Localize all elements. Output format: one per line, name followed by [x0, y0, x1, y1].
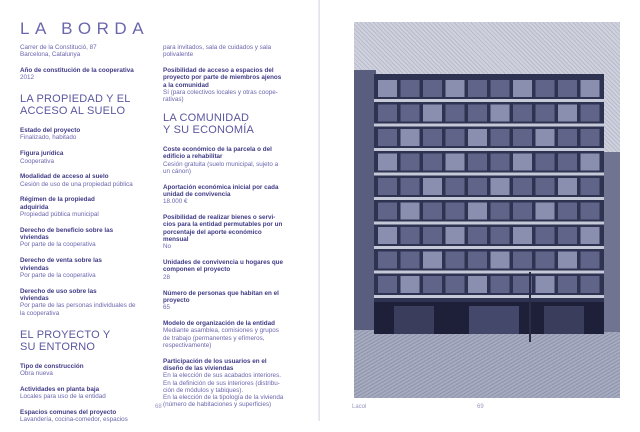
- item-value: de trabajo (permanentes y efímeros,: [163, 334, 265, 342]
- facade-window: [446, 276, 465, 293]
- item-value: 18.000 €: [163, 198, 188, 206]
- middle-column: [163, 44, 298, 417]
- item-value: 28: [163, 273, 171, 281]
- item-label: Figura jurídica: [20, 150, 64, 158]
- info-item: [163, 214, 298, 250]
- item-label: mensual: [163, 236, 189, 244]
- facade-window: [446, 105, 465, 122]
- item-value: En la elección de sus acabados interiores.: [163, 372, 281, 380]
- info-item: [20, 150, 160, 165]
- section-heading-line: SU ENTORNO: [20, 340, 96, 353]
- facade-window: [491, 105, 510, 122]
- facade-window: [558, 276, 577, 293]
- facade-window: [423, 105, 442, 122]
- facade-window: [581, 276, 600, 293]
- facade-window: [378, 129, 397, 146]
- facade-window: [491, 252, 510, 269]
- item-value: rativas): [163, 96, 184, 104]
- facade-window: [581, 105, 600, 122]
- item-label: Espacios comunes del proyecto: [20, 409, 117, 417]
- facade-window: [401, 227, 420, 244]
- facade-window: [378, 178, 397, 195]
- item-label: Número de personas que habitan en el: [163, 289, 279, 297]
- item-value: No: [163, 243, 172, 251]
- facade-window: [513, 203, 532, 220]
- facade-window: [378, 154, 397, 171]
- info-item: [20, 386, 160, 401]
- facade-window: [536, 252, 555, 269]
- facade-window: [536, 178, 555, 195]
- item-label: componen el proyecto: [163, 266, 231, 274]
- info-item: [163, 146, 298, 175]
- facade-slab: [374, 271, 604, 274]
- facade-window: [423, 154, 442, 171]
- item-label: unidad de convivencia: [163, 191, 231, 199]
- section-heading: [163, 112, 298, 136]
- item-label: adquirida: [20, 203, 49, 211]
- photo-facade: [374, 74, 604, 334]
- facade-window: [423, 80, 442, 97]
- item-label: Aportación económica inicial por cada: [163, 183, 279, 191]
- facade-window: [423, 227, 442, 244]
- facade-window: [378, 105, 397, 122]
- item-label: viviendas: [20, 234, 49, 242]
- item-value: 65: [163, 304, 171, 312]
- info-item: [20, 196, 160, 218]
- left-column: [20, 44, 160, 432]
- facade-window: [468, 276, 487, 293]
- facade-window: [401, 203, 420, 220]
- info-item: [20, 257, 160, 279]
- address-line: Carrer de la Constitució, 87: [20, 44, 97, 51]
- facade-window: [536, 80, 555, 97]
- item-value: Propiedad pública municipal: [20, 211, 99, 219]
- facade-window: [558, 129, 577, 146]
- info-item: [20, 127, 160, 142]
- address: [20, 44, 160, 59]
- facade-window: [401, 129, 420, 146]
- item-value: Por parte de las personas individuales de: [20, 302, 136, 310]
- facade-window: [536, 129, 555, 146]
- item-label: Estado del proyecto: [20, 127, 81, 135]
- facade-window: [468, 105, 487, 122]
- item-value: Cesión gratuita (suelo municipal, sujeto a: [163, 160, 279, 168]
- facade-window: [491, 276, 510, 293]
- section-heading: [20, 93, 160, 117]
- facade-window: [536, 105, 555, 122]
- item-label: Derecho de beneficio sobre las: [20, 226, 114, 234]
- facade-window: [423, 203, 442, 220]
- facade-window: [378, 252, 397, 269]
- facade-slab: [374, 222, 604, 225]
- facade-window: [446, 227, 465, 244]
- item-label: diseño de las viviendas: [163, 364, 234, 372]
- facade-window: [468, 129, 487, 146]
- facade-window: [401, 154, 420, 171]
- facade-window: [423, 252, 442, 269]
- item-label: Modalidad de acceso al suelo: [20, 173, 109, 181]
- photo-neighbor-building: [354, 70, 376, 330]
- facade-window: [558, 252, 577, 269]
- facade-window: [513, 227, 532, 244]
- item-label: Derecho de venta sobre las: [20, 257, 102, 265]
- building-photo: [354, 22, 620, 398]
- section: [20, 329, 160, 424]
- item-label: Coste económico de la parcela o del: [163, 146, 272, 154]
- facade-slab: [374, 295, 604, 298]
- item-value: Por parte de la cooperativa: [20, 241, 96, 249]
- founding-item: [20, 67, 160, 82]
- facade-window: [423, 276, 442, 293]
- facade-window: [423, 178, 442, 195]
- facade-window: [581, 129, 600, 146]
- facade-window: [581, 80, 600, 97]
- facade-window: [581, 203, 600, 220]
- facade-slab: [374, 124, 604, 127]
- facade-window: [581, 227, 600, 244]
- item-label: a la comunidad: [163, 81, 209, 89]
- section-heading-line: LA COMUNIDAD: [163, 112, 250, 125]
- facade-window: [558, 154, 577, 171]
- item-label: proyecto: [163, 296, 190, 304]
- item-value: respectivamente): [163, 341, 212, 349]
- facade-window: [513, 252, 532, 269]
- section-heading-line: Y SU ECONOMÍA: [163, 124, 255, 137]
- facade-window: [378, 276, 397, 293]
- page-number: 69: [477, 404, 484, 410]
- item-value: En la definición de sus interiores (distribu-: [163, 379, 280, 387]
- facade-window: [446, 178, 465, 195]
- footer-label: Lacol: [352, 404, 367, 410]
- item-value: En la elección de la tipología de la vivienda: [163, 394, 284, 402]
- info-item: [163, 259, 298, 281]
- item-label: Posibilidad de realizar bienes o servi-: [163, 214, 276, 222]
- info-item: [163, 67, 298, 103]
- item-label: Participación de los usuarios en el: [163, 357, 267, 365]
- facade-slab: [374, 246, 604, 249]
- item-label: edificio a rehabilitar: [163, 153, 223, 161]
- address-line: Barcelona, Catalunya: [20, 51, 81, 59]
- info-item: [20, 173, 160, 188]
- info-item: [20, 288, 160, 317]
- facade-window: [446, 252, 465, 269]
- facade-window: [491, 129, 510, 146]
- facade-slab: [374, 197, 604, 200]
- info-item: [163, 320, 298, 349]
- facade-window: [513, 105, 532, 122]
- facade-window: [558, 105, 577, 122]
- item-label: Modelo de organización de la entidad: [163, 319, 275, 327]
- section-heading-line: LA PROPIEDAD Y EL: [20, 93, 131, 106]
- item-label: Régimen de la propiedad: [20, 196, 95, 204]
- continuation-text: [163, 44, 298, 59]
- photo-street-lamp: [529, 272, 531, 342]
- section-heading-line: EL PROYECTO Y: [20, 328, 111, 341]
- info-item: [163, 290, 298, 312]
- facade-window: [581, 154, 600, 171]
- facade-window: [468, 154, 487, 171]
- page-title: LA BORDA: [20, 19, 150, 38]
- facade-window: [491, 203, 510, 220]
- info-item: [20, 409, 160, 424]
- facade-window: [536, 203, 555, 220]
- item-label: Tipo de construcción: [20, 362, 84, 370]
- facade-window: [536, 276, 555, 293]
- facade-window: [446, 203, 465, 220]
- item-label: Año de constitución de la cooperativa: [20, 66, 134, 74]
- facade-window: [536, 227, 555, 244]
- facade-window: [491, 178, 510, 195]
- item-value: Sí (para colectivos locales y otras coope-: [163, 88, 278, 96]
- section: [163, 112, 298, 409]
- facade-window: [513, 129, 532, 146]
- facade-window: [401, 178, 420, 195]
- facade-window: [558, 203, 577, 220]
- facade-window: [536, 154, 555, 171]
- facade-window: [468, 178, 487, 195]
- facade-window: [468, 252, 487, 269]
- facade-window: [401, 252, 420, 269]
- item-label: viviendas: [20, 294, 49, 302]
- item-value: polivalente: [163, 51, 194, 59]
- facade-slab: [374, 99, 604, 102]
- item-value: 2012: [20, 73, 35, 81]
- facade-slab: [374, 148, 604, 151]
- item-value: para invitados, sala de cuidados y sala: [163, 44, 272, 51]
- facade-window: [378, 203, 397, 220]
- info-item: [20, 363, 160, 378]
- item-value: Cesión de uso de una propiedad pública: [20, 180, 133, 188]
- facade-window: [491, 227, 510, 244]
- item-label: viviendas: [20, 264, 49, 272]
- info-item: [163, 184, 298, 206]
- item-value: la cooperativa: [20, 309, 60, 317]
- section-heading-line: ACCESO AL SUELO: [20, 105, 126, 118]
- facade-window: [558, 178, 577, 195]
- facade-window: [558, 227, 577, 244]
- item-value: Lavandería, cocina-comedor, espacios: [20, 416, 128, 424]
- item-value: Finalizado, habitado: [20, 134, 77, 142]
- info-item: [163, 358, 298, 409]
- item-value: Mediante asamblea, comisiones y grupos: [163, 327, 279, 335]
- facade-window: [446, 154, 465, 171]
- item-label: cios para la entidad permutables por un: [163, 221, 283, 229]
- item-label: proyecto por parte de miembros ajenos: [163, 74, 282, 82]
- facade-window: [491, 80, 510, 97]
- page-number: 68: [155, 404, 162, 410]
- info-item: [20, 227, 160, 249]
- facade-window: [401, 105, 420, 122]
- item-value: Locales para uso de la entidad: [20, 393, 106, 401]
- facade-window: [468, 227, 487, 244]
- item-value: Obra nueva: [20, 370, 53, 378]
- facade-window: [468, 80, 487, 97]
- facade-window: [446, 129, 465, 146]
- item-value: (número de habitaciones y superficies): [163, 401, 272, 409]
- item-label: Actividades en planta baja: [20, 385, 100, 393]
- section: [20, 93, 160, 317]
- facade-window: [513, 178, 532, 195]
- facade-window: [378, 227, 397, 244]
- facade-window: [581, 178, 600, 195]
- item-label: Unidades de convivencia u hogares que: [163, 259, 284, 267]
- facade-window: [513, 80, 532, 97]
- item-value: Por parte de la cooperativa: [20, 271, 96, 279]
- item-value: Cooperativa: [20, 157, 54, 165]
- facade-window: [491, 154, 510, 171]
- facade-window: [513, 154, 532, 171]
- facade-slab: [374, 173, 604, 176]
- item-value: ción de módulos y tabiques).: [163, 386, 244, 394]
- item-label: Derecho de uso sobre las: [20, 287, 97, 295]
- facade-window: [558, 80, 577, 97]
- item-value: un cánon): [163, 167, 192, 175]
- section-heading: [20, 329, 160, 353]
- item-label: porcentaje del aporte económico: [163, 228, 262, 236]
- facade-window: [401, 276, 420, 293]
- facade-window: [401, 80, 420, 97]
- facade-window: [423, 129, 442, 146]
- facade-window: [468, 203, 487, 220]
- facade-window: [378, 80, 397, 97]
- facade-window: [581, 252, 600, 269]
- item-label: Posibilidad de acceso a espacios del: [163, 67, 274, 75]
- facade-window: [446, 80, 465, 97]
